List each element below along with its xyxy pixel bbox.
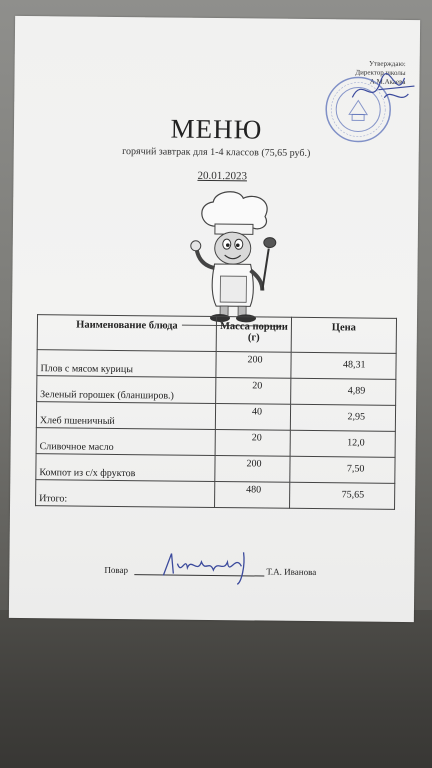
dish-mass: 40: [251, 406, 263, 418]
dish-price: 7,50: [346, 463, 365, 475]
table-total-row: [36, 480, 395, 510]
table-row: [36, 402, 395, 432]
chef-illustration: [180, 186, 285, 327]
table-row: [36, 454, 395, 484]
dish-price: 12,0: [347, 437, 365, 449]
total-price: 75,65: [341, 489, 365, 501]
menu-sheet: [9, 16, 420, 622]
total-label: Итого:: [39, 493, 68, 505]
dish-mass: 200: [247, 354, 263, 366]
cook-label: Повар: [104, 564, 129, 576]
table-row: [37, 350, 396, 380]
cook-signature: [157, 545, 257, 586]
dish-mass: 200: [246, 458, 262, 470]
dish-name: Плов с мясом курицы: [40, 363, 134, 376]
header-mass: Масса порции (г): [216, 317, 291, 353]
header-dish: Наименование блюда: [37, 315, 216, 352]
approval-line-2: Директор школы: [355, 68, 406, 77]
dish-mass: 20: [252, 380, 263, 392]
approval-line-1: Утверждаю:: [369, 59, 406, 68]
dish-price: 2,95: [347, 411, 366, 423]
table-row: [36, 428, 395, 458]
dish-price: 48,31: [342, 359, 366, 371]
header-price: Цена: [291, 317, 396, 353]
table-row: [37, 376, 396, 406]
total-mass: 480: [246, 484, 262, 496]
cook-name: Т.А. Иванова: [266, 566, 317, 578]
page-title: МЕНЮ: [170, 113, 263, 145]
menu-table: [35, 314, 397, 510]
dish-name: Сливочное масло: [39, 441, 114, 453]
page-subtitle: горячий завтрак для 1-4 классов (75,65 руб.): [122, 146, 311, 159]
dish-mass: 20: [251, 432, 262, 444]
menu-date: 20.01.2023: [197, 169, 248, 183]
director-signature: [344, 67, 425, 118]
dish-name: Компот из с/х фруктов: [39, 467, 136, 480]
dish-price: 4,89: [347, 385, 366, 397]
floor-background: [0, 610, 432, 768]
dish-name: Зеленый горошек (бланширов.): [40, 389, 174, 402]
approval-line-3: А.М.Акаева: [369, 77, 406, 86]
dish-name: Хлеб пшеничный: [39, 415, 115, 427]
table-header-row: [37, 315, 396, 354]
